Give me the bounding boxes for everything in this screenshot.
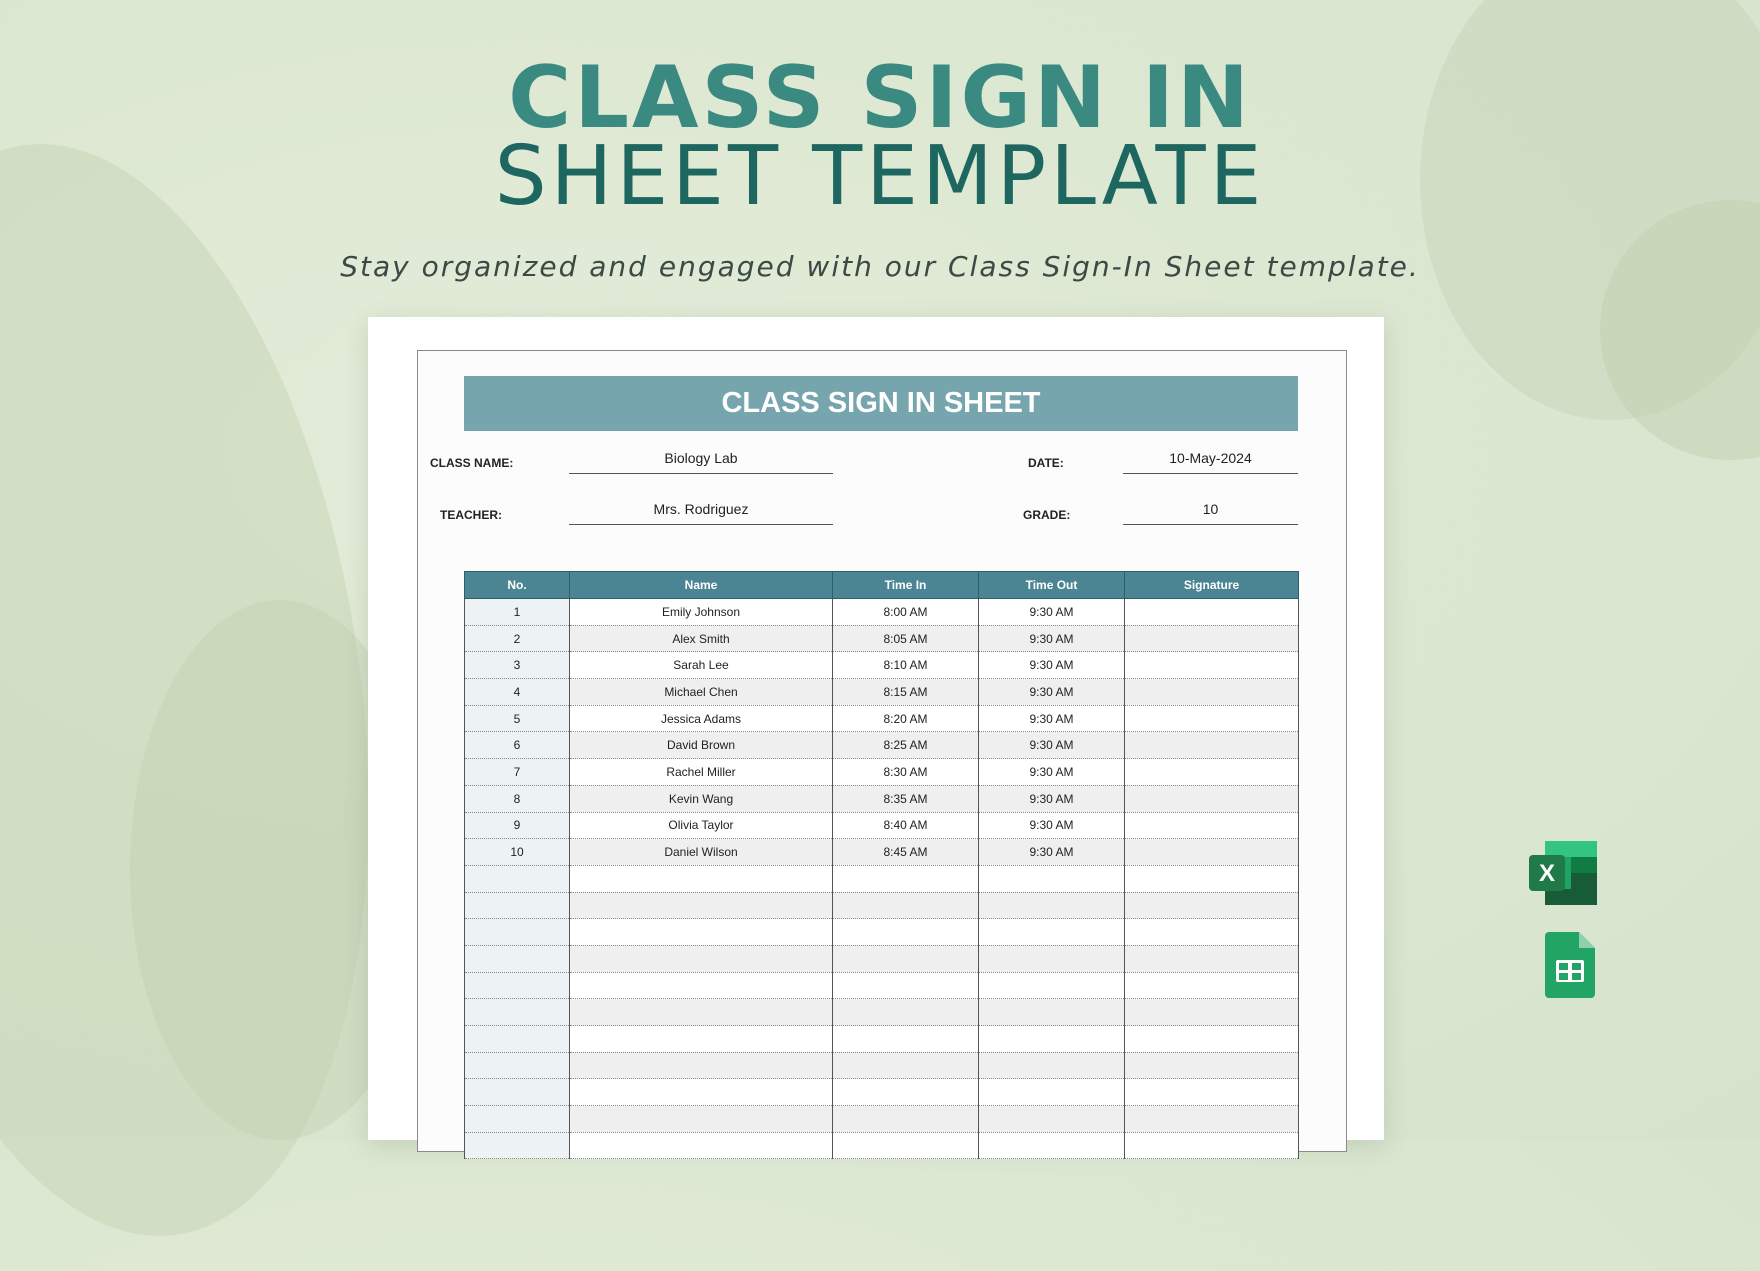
cell-time-in [833, 1026, 979, 1053]
cell-time-out [979, 1106, 1125, 1133]
date-label: DATE: [1028, 456, 1064, 470]
cell-name [570, 892, 833, 919]
cell-name [570, 999, 833, 1026]
cell-time-in [833, 1052, 979, 1079]
cell-time-in [833, 1079, 979, 1106]
table-row [465, 1132, 1299, 1159]
cell-signature [1125, 945, 1299, 972]
table-row [465, 1052, 1299, 1079]
table-row [465, 785, 1299, 812]
cell-signature [1125, 759, 1299, 786]
cell-no [465, 945, 570, 972]
cell-no: 5 [465, 705, 570, 732]
hero-title-line2: SHEET TEMPLATE [494, 129, 1266, 224]
cell-no [465, 1052, 570, 1079]
cell-name [570, 865, 833, 892]
cell-time-in: 8:35 AM [833, 785, 979, 812]
cell-time-out: 9:30 AM [979, 705, 1125, 732]
cell-time-in [833, 972, 979, 999]
cell-no [465, 972, 570, 999]
cell-no: 2 [465, 625, 570, 652]
cell-no: 4 [465, 679, 570, 706]
cell-signature [1125, 1052, 1299, 1079]
cell-no [465, 865, 570, 892]
table-row [465, 759, 1299, 786]
cell-time-out: 9:30 AM [979, 599, 1125, 626]
cell-name [570, 1132, 833, 1159]
cell-signature [1125, 839, 1299, 866]
table-row [465, 652, 1299, 679]
table-row [465, 839, 1299, 866]
cell-no: 6 [465, 732, 570, 759]
table-row [465, 919, 1299, 946]
cell-name [570, 1026, 833, 1053]
table-row [465, 972, 1299, 999]
cell-no [465, 919, 570, 946]
cell-time-in [833, 1106, 979, 1133]
cell-name: David Brown [570, 732, 833, 759]
table-row [465, 1106, 1299, 1133]
teacher-value: Mrs. Rodriguez [569, 494, 833, 525]
cell-time-in: 8:40 AM [833, 812, 979, 839]
cell-signature [1125, 972, 1299, 999]
hero-subtitle: Stay organized and engaged with our Class Sign-In Sheet template. [340, 250, 1420, 283]
table-row [465, 892, 1299, 919]
cell-time-out: 9:30 AM [979, 839, 1125, 866]
sheet-banner-title: CLASS SIGN IN SHEET [464, 376, 1298, 431]
cell-time-in: 8:10 AM [833, 652, 979, 679]
cell-time-out [979, 945, 1125, 972]
table-row [465, 599, 1299, 626]
cell-time-in: 8:00 AM [833, 599, 979, 626]
cell-time-out [979, 892, 1125, 919]
sign-in-table [464, 571, 1299, 1159]
column-header-name: Name [570, 572, 833, 599]
cell-no: 9 [465, 812, 570, 839]
table-row [465, 679, 1299, 706]
table-row [465, 865, 1299, 892]
cell-no [465, 892, 570, 919]
cell-time-in: 8:25 AM [833, 732, 979, 759]
cell-signature [1125, 652, 1299, 679]
background-shape [1600, 200, 1760, 460]
cell-name: Michael Chen [570, 679, 833, 706]
cell-name [570, 919, 833, 946]
grade-label: GRADE: [1023, 508, 1071, 522]
cell-time-out: 9:30 AM [979, 785, 1125, 812]
cell-name: Daniel Wilson [570, 839, 833, 866]
cell-time-out [979, 919, 1125, 946]
cell-signature [1125, 599, 1299, 626]
table-row [465, 732, 1299, 759]
cell-no [465, 999, 570, 1026]
cell-no [465, 1079, 570, 1106]
cell-signature [1125, 999, 1299, 1026]
cell-no [465, 1106, 570, 1133]
cell-name [570, 972, 833, 999]
cell-signature [1125, 812, 1299, 839]
cell-time-out: 9:30 AM [979, 732, 1125, 759]
cell-name: Emily Johnson [570, 599, 833, 626]
excel-icon [1529, 841, 1597, 905]
cell-time-out: 9:30 AM [979, 679, 1125, 706]
table-row [465, 999, 1299, 1026]
teacher-label: TEACHER: [440, 508, 502, 522]
cell-signature [1125, 705, 1299, 732]
cell-time-out [979, 1132, 1125, 1159]
table-row [465, 945, 1299, 972]
class-name-label: CLASS NAME: [430, 456, 514, 470]
table-row [465, 812, 1299, 839]
table-row [465, 625, 1299, 652]
cell-time-out [979, 972, 1125, 999]
cell-time-in [833, 865, 979, 892]
cell-signature [1125, 1026, 1299, 1053]
cell-name: Sarah Lee [570, 652, 833, 679]
cell-name: Alex Smith [570, 625, 833, 652]
cell-name: Olivia Taylor [570, 812, 833, 839]
cell-time-in: 8:30 AM [833, 759, 979, 786]
cell-name: Kevin Wang [570, 785, 833, 812]
google-sheets-icon [1545, 932, 1595, 998]
cell-time-out [979, 1026, 1125, 1053]
cell-signature [1125, 625, 1299, 652]
hero-title-line1: CLASS SIGN IN [508, 48, 1252, 148]
cell-name [570, 1079, 833, 1106]
cell-signature [1125, 919, 1299, 946]
table-row [465, 705, 1299, 732]
cell-time-out [979, 1052, 1125, 1079]
grade-value: 10 [1123, 494, 1298, 525]
cell-time-in [833, 999, 979, 1026]
column-header-time-in: Time In [833, 572, 979, 599]
cell-signature [1125, 785, 1299, 812]
cell-time-out: 9:30 AM [979, 759, 1125, 786]
table-header-row [465, 572, 1299, 599]
cell-time-in [833, 919, 979, 946]
column-header-no: No. [465, 572, 570, 599]
cell-name [570, 1052, 833, 1079]
cell-signature [1125, 679, 1299, 706]
cell-signature [1125, 732, 1299, 759]
cell-time-in: 8:45 AM [833, 839, 979, 866]
cell-signature [1125, 865, 1299, 892]
cell-time-out [979, 999, 1125, 1026]
cell-no: 3 [465, 652, 570, 679]
cell-time-in [833, 945, 979, 972]
cell-time-in: 8:05 AM [833, 625, 979, 652]
date-value: 10-May-2024 [1123, 443, 1298, 474]
cell-time-in: 8:15 AM [833, 679, 979, 706]
table-row [465, 1079, 1299, 1106]
cell-name: Rachel Miller [570, 759, 833, 786]
class-name-value: Biology Lab [569, 443, 833, 474]
column-header-time-out: Time Out [979, 572, 1125, 599]
sheet-page [417, 350, 1347, 1152]
cell-no: 1 [465, 599, 570, 626]
cell-name [570, 945, 833, 972]
table-row [465, 1026, 1299, 1053]
cell-name [570, 1106, 833, 1133]
cell-time-in [833, 892, 979, 919]
cell-time-out: 9:30 AM [979, 625, 1125, 652]
cell-no: 10 [465, 839, 570, 866]
cell-time-in [833, 1132, 979, 1159]
cell-time-out [979, 865, 1125, 892]
cell-no: 7 [465, 759, 570, 786]
cell-no: 8 [465, 785, 570, 812]
cell-time-in: 8:20 AM [833, 705, 979, 732]
cell-signature [1125, 892, 1299, 919]
cell-name: Jessica Adams [570, 705, 833, 732]
cell-time-out: 9:30 AM [979, 652, 1125, 679]
cell-no [465, 1132, 570, 1159]
cell-signature [1125, 1106, 1299, 1133]
cell-time-out: 9:30 AM [979, 812, 1125, 839]
sheet-preview-card [368, 317, 1384, 1140]
cell-time-out [979, 1079, 1125, 1106]
column-header-signature: Signature [1125, 572, 1299, 599]
cell-signature [1125, 1079, 1299, 1106]
cell-signature [1125, 1132, 1299, 1159]
excel-icon-letter: X [1538, 860, 1556, 887]
cell-no [465, 1026, 570, 1053]
